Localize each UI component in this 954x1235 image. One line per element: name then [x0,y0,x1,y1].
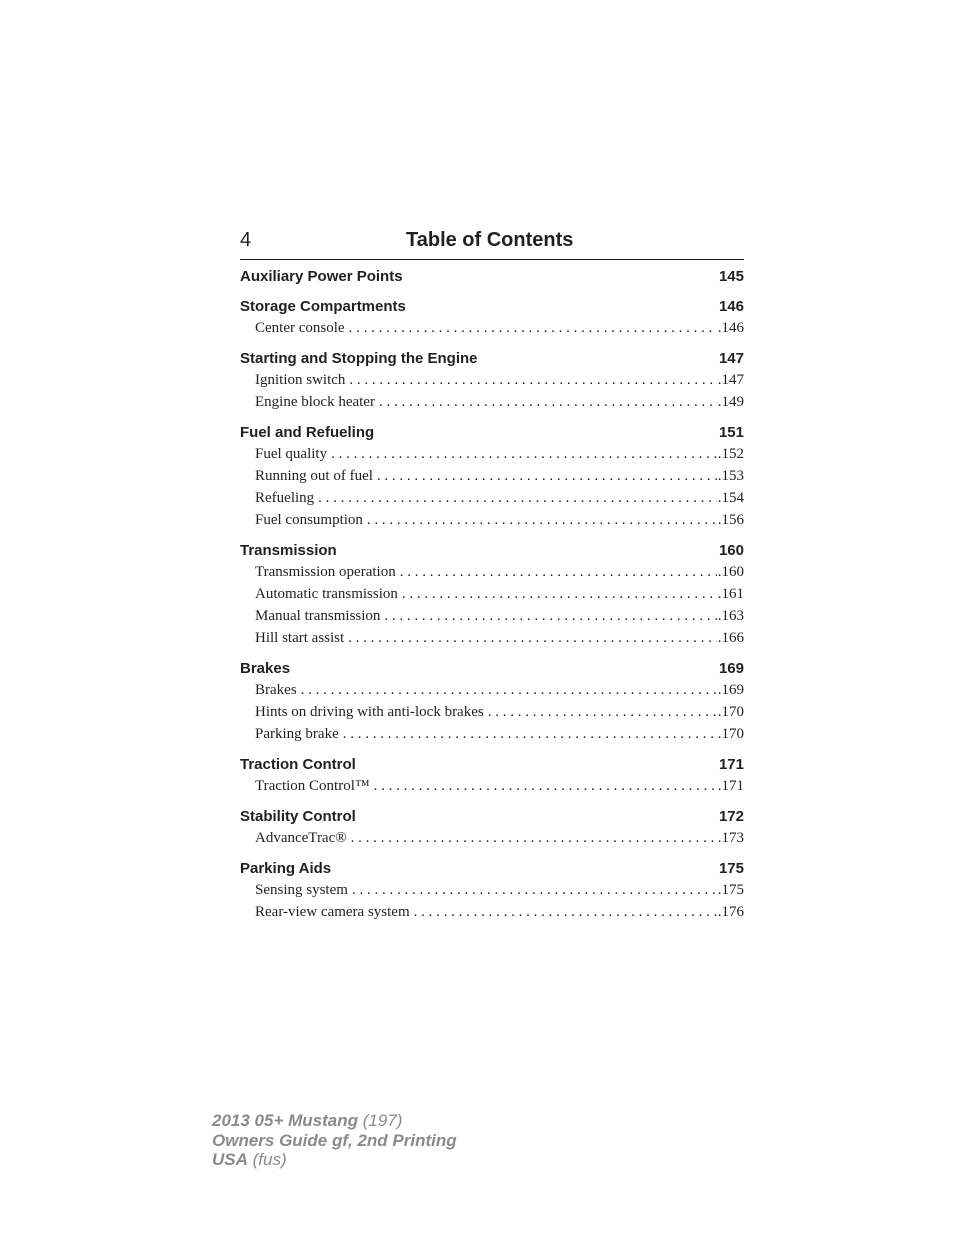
dot-leader [379,394,717,411]
dot-leader [301,682,717,699]
section-title: Auxiliary Power Points [240,268,403,285]
toc-section [240,660,744,748]
dot-leader [402,586,717,603]
entry-page: .166 [717,630,744,646]
toc-section-heading[interactable] [240,298,744,320]
toc-entry[interactable] [240,608,744,630]
dot-leader [400,564,717,581]
entry-page: .169 [717,682,744,698]
section-page: 147 [718,350,744,367]
section-title: Traction Control [240,756,356,773]
footer-line-2: Owners Guide gf, 2nd Printing [212,1130,457,1150]
toc-section [240,542,744,652]
entry-title: Manual transmission [255,608,381,624]
entry-title: Parking brake [255,726,339,742]
section-title: Stability Control [240,808,356,825]
toc-entry[interactable] [240,704,744,726]
toc-entry[interactable] [240,394,744,416]
toc-entry[interactable] [240,830,744,852]
entry-page: .147 [717,372,744,388]
toc-entry[interactable] [240,320,744,342]
footer-line-1: 2013 05+ Mustang (197) [212,1111,403,1130]
entry-title: Running out of fuel [255,468,373,484]
entry-page: .146 [717,320,744,336]
entry-title: Hints on driving with anti-lock brakes [255,704,484,720]
entry-page: .173 [717,830,744,846]
page-number: 4 [240,229,252,251]
entry-page: .176 [717,904,744,920]
toc-list [240,268,744,926]
entry-page: .154 [717,490,744,506]
toc-section [240,424,744,534]
dot-leader [377,468,717,485]
toc-section-heading[interactable] [240,542,744,564]
toc-section [240,756,744,800]
toc-entry[interactable] [240,468,744,490]
entry-title: Sensing system [255,882,348,898]
toc-entry[interactable] [240,630,744,652]
entry-title: Rear-view camera system [255,904,410,920]
dot-leader [349,372,716,389]
section-page: 151 [718,424,744,441]
toc-entry[interactable] [240,882,744,904]
entry-page: .152 [717,446,744,462]
toc-section-heading[interactable] [240,808,744,830]
dot-leader [351,830,717,847]
dot-leader [384,608,716,625]
entry-title: Brakes [255,682,297,698]
toc-section [240,860,744,926]
toc-entry[interactable] [240,778,744,800]
entry-page: .170 [717,726,744,742]
dot-leader [488,704,717,721]
toc-section-heading[interactable] [240,350,744,372]
dot-leader [352,882,717,899]
section-page: 146 [718,298,744,315]
section-page: 175 [718,860,744,877]
toc-entry[interactable] [240,726,744,748]
entry-title: Traction Control™ [255,778,370,794]
section-title: Brakes [240,660,291,677]
toc-entry[interactable] [240,512,744,534]
toc-entry[interactable] [240,372,744,394]
toc-entry[interactable] [240,490,744,512]
entry-title: Refueling [255,490,315,506]
section-title: Fuel and Refueling [240,424,375,441]
toc-section-heading[interactable] [240,860,744,882]
page-title: Table of Contents [406,229,574,251]
entry-title: Engine block heater [255,394,375,410]
entry-title: Fuel quality [255,446,328,462]
toc-section [240,268,744,290]
entry-page: .153 [717,468,744,484]
toc-entry[interactable] [240,564,744,586]
document-footer [212,1111,457,1170]
toc-section-heading[interactable] [240,268,744,290]
entry-page: .160 [717,564,744,580]
toc-section-heading[interactable] [240,424,744,446]
section-page: 145 [718,268,744,285]
section-title: Starting and Stopping the Engine [240,350,478,367]
dot-leader [331,446,717,463]
footer-line-3: USA (fus) [212,1150,287,1169]
toc-section [240,350,744,416]
toc-section [240,808,744,852]
page-header [240,227,744,260]
dot-leader [343,726,717,743]
dot-leader [414,904,717,921]
entry-page: .163 [717,608,744,624]
section-page: 160 [718,542,744,559]
toc-section [240,298,744,342]
entry-page: .175 [717,882,744,898]
section-page: 172 [718,808,744,825]
entry-title: Transmission operation [255,564,396,580]
entry-title: Automatic transmission [255,586,398,602]
section-title: Transmission [240,542,337,559]
entry-page: .161 [717,586,744,602]
entry-page: .170 [717,704,744,720]
dot-leader [349,320,717,337]
dot-leader [318,490,717,507]
toc-entry[interactable] [240,586,744,608]
toc-section-heading[interactable] [240,756,744,778]
entry-title: AdvanceTrac® [255,830,347,846]
entry-title: Center console [255,320,345,336]
section-title: Storage Compartments [240,298,406,315]
entry-title: Ignition switch [255,372,346,388]
entry-page: .156 [717,512,744,528]
entry-title: Hill start assist [255,630,345,646]
toc-page [240,227,744,926]
dot-leader [367,512,717,529]
entry-page: .149 [717,394,744,410]
entry-title: Fuel consumption [255,512,363,528]
section-page: 171 [718,756,744,773]
dot-leader [374,778,717,795]
toc-section-heading[interactable] [240,660,744,682]
toc-entry[interactable] [240,446,744,468]
section-title: Parking Aids [240,860,332,877]
section-page: 169 [718,660,744,677]
toc-entry[interactable] [240,904,744,926]
entry-page: .171 [717,778,744,794]
toc-entry[interactable] [240,682,744,704]
dot-leader [348,630,717,647]
